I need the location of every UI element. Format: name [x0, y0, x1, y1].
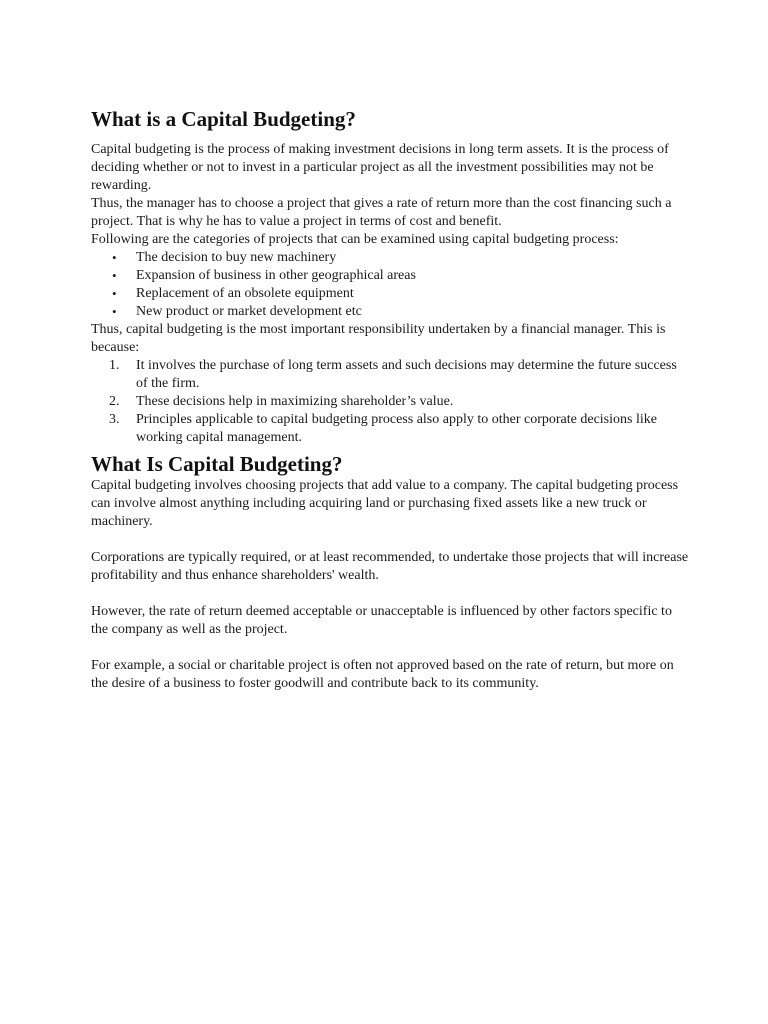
section-heading-capital-budgeting: What is a Capital Budgeting?	[91, 107, 356, 131]
paragraph-definition: Capital budgeting is the process of making investment decisions in long term assets. It is the process of deciding whether or not to invest in a particular project as all the investment possibilities may not be rewarding.	[91, 142, 669, 193]
list-number: 1.	[109, 358, 120, 373]
list-number: 3.	[109, 412, 120, 427]
list-item: • Expansion of business in other geographical areas	[91, 267, 691, 285]
section-heading-what-is-capital-budgeting: What Is Capital Budgeting?	[91, 452, 343, 476]
list-item-text: It involves the purchase of long term assets and such decisions may determine the future success of the firm.	[136, 358, 677, 391]
paragraph-spacer	[91, 531, 691, 549]
paragraph-example: For example, a social or charitable project is often not approved based on the rate of return, but more on the desire of a business to foster goodwill and contribute back to its community.	[91, 658, 674, 691]
document-page	[91, 106, 691, 693]
list-item	[91, 411, 691, 447]
paragraph-importance: Thus, capital budgeting is the most important responsibility undertaken by a financial manager. This is because:	[91, 322, 666, 355]
paragraph-manager-choice: Thus, the manager has to choose a project that gives a rate of return more than the cost financing such a project. That is why he has to value a project in terms of cost and benefit.	[91, 196, 672, 229]
project-categories-list	[91, 249, 691, 321]
list-item-text: Principles applicable to capital budgeting process also apply to other corporate decisions like working capital management.	[136, 412, 657, 445]
paragraph-spacer	[91, 585, 691, 603]
paragraph-involves: Capital budgeting involves choosing projects that add value to a company. The capital budgeting process can involve almost anything including acquiring land or purchasing fixed assets like a new truck or machinery.	[91, 478, 679, 529]
paragraph-spacer	[91, 639, 691, 657]
list-number: 2.	[109, 394, 120, 409]
paragraph-rate-of-return: However, the rate of return deemed acceptable or unacceptable is influenced by other factors specific to the company as well as the project.	[91, 604, 672, 637]
list-item: • New product or market development etc	[91, 303, 691, 321]
list-item: • The decision to buy new machinery	[91, 249, 691, 267]
list-item	[91, 357, 691, 393]
list-item	[91, 393, 691, 411]
list-item: • Replacement of an obsolete equipment	[91, 285, 691, 303]
paragraph-categories-intro: Following are the categories of projects that can be examined using capital budgeting process:	[91, 232, 619, 247]
list-item-text: These decisions help in maximizing shareholder’s value.	[136, 394, 454, 409]
importance-reasons-list	[91, 357, 691, 447]
paragraph-corporations: Corporations are typically required, or at least recommended, to undertake those projects that will increase profitability and thus enhance shareholders' wealth.	[91, 550, 689, 583]
